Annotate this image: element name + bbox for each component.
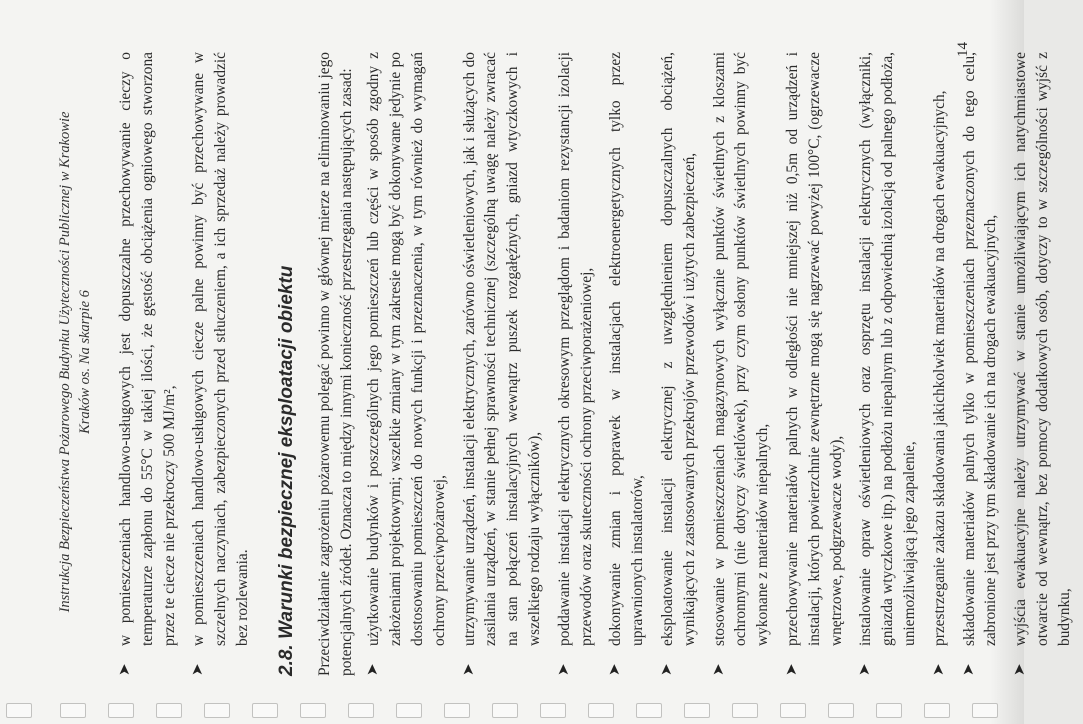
list-item [188,52,253,676]
binding-hole [252,703,278,718]
list-item-text: poddawanie instalacji elektrycznych okresowym przeglądom i badaniom rezystancji izolacji przewodów oraz skuteczności ochrony przeciwporażeniowej, [555,52,595,646]
binding-hole [108,703,134,718]
arrow-bullet-icon: ➤ [460,663,477,676]
arrow-bullet-icon: ➤ [930,663,947,676]
binding-hole [540,703,566,718]
binding-hole [6,703,32,718]
list-item [459,52,546,676]
binding-hole [300,703,326,718]
list-item-text: w pomieszczeniach handlowo-usługowych jest dopuszczalne przechowywanie cieczy o temperaturze zapłonu do 55°C w takiej ilości, że gęstość obciążenia ogniowego stworzona przez te ciecze nie przekroczy 500 MJ/m², [117,52,178,646]
list-item-text: składowanie materiałów palnych tylko w pomieszczeniach przeznaczonych do tego celu, zabronione jest przy tym składowanie ich na drogach ewakuacyjnych, [960,52,1000,646]
arrow-bullet-icon: ➤ [1012,663,1029,676]
binding-hole [780,703,806,718]
arrow-bullet-icon: ➤ [607,663,624,676]
document-body [115,52,1083,676]
binding-hole [156,703,182,718]
list-item-text: wyjścia ewakuacyjne należy utrzymywać w stanie umożliwiającym ich natychmiastowe otwarcie od wewnątrz, bez pomocy dodatkowych osób, dotyczy to w szczególności wyjść z budynku, [1012,52,1073,646]
binding-hole [60,703,86,718]
arrow-bullet-icon: ➤ [960,663,977,676]
list-item-text: przechowywanie materiałów palnych w odległości nie mniejszej niż 0,5m od urządzeń i instalacji, których powierzchnie zewnętrzne mogą się nagrzewać powyżej 100°C, (ogrzewacze wnętrzowe, podgrzewacze wody), [783,52,845,646]
header-title: Instrukcja Bezpieczeństwa Pożarowego Budynku Użyteczności Publicznej w Krakowie [57,111,73,613]
list-item [605,52,649,676]
binding-hole [492,703,518,718]
binding-hole [204,703,230,718]
section-paragraph: Przeciwdziałanie zagrożeniu pożarowemu polegać powinno w głównej mierze na eliminowaniu jego potencjalnych źródeł. Oznacza to między innymi konieczność przestrzegania następujących zasad: [315,52,355,676]
arrow-bullet-icon: ➤ [658,663,675,676]
list-item [782,52,847,676]
arrow-bullet-icon: ➤ [190,663,207,676]
binding-hole [636,703,662,718]
list-item [1010,52,1075,676]
list-item-text: instalowanie opraw oświetleniowych oraz osprzętu instalacji elektrycznych (wyłączniki, gniazda wtyczkowe itp.) na podłożu niepalnym lub z odpowiednią izolacją od palnego podłoża, uniemożliwiającą jego zapalenie, [857,52,918,646]
list-item-text: dokonywanie zmian i poprawek w instalacjach elektroenergetycznych tylko przez uprawnionych instalatorów, [607,52,647,646]
binding-hole [732,703,758,718]
section-heading: 2.8. Warunki bezpiecznej eksploatacji obiektu [275,265,297,676]
binding-hole [348,703,374,718]
binding-hole [876,703,902,718]
rotated-document-page [37,32,1073,692]
list-item [115,52,180,676]
binding-hole [588,703,614,718]
list-item [554,52,598,676]
list-item-text: w pomieszczeniach handlowo-usługowych ciecze palne powinny być przechowywane w szczelnych naczyniach, zabezpieczonych przed stłuczeniem, a ich sprzedaż należy prowadzić bez rozlewania. [190,52,251,646]
list-item-text: przestrzeganie zakazu składowania jakichkolwiek materiałów na drogach ewakuacyjnych, [930,90,948,646]
binding-hole [972,703,998,718]
list-item [929,52,951,676]
list-item [657,52,701,676]
arrow-bullet-icon: ➤ [365,663,382,676]
binding-hole [684,703,710,718]
list-item [363,52,450,676]
binding-hole [828,703,854,718]
document-header [55,32,95,692]
arrow-bullet-icon: ➤ [857,663,874,676]
list-item [709,52,774,676]
arrow-bullet-icon: ➤ [555,663,572,676]
page-number: 14 [955,42,972,57]
list-item-text: eksploatowanie instalacji elektrycznej z uwzględnieniem dopuszczalnych obciążeń, wynikających z zastosowanych przekrojów przewodów i użytych zabezpieczeń, [658,52,698,646]
list-item-text: stosowanie w pomieszczeniach magazynowych wyłącznie punktów świetlnych z kloszami ochronnymi (nie dotyczy świetlówek), przy czym osłony punktów świetlnych powinny być wykonane z materiałów niepalnych, [710,52,772,646]
list-item-text: utrzymywanie urządzeń, instalacji elektrycznych, zarówno oświetleniowych, jak i służących do zasilania urządzeń, w stanie pełnej sprawności technicznej (szczególną uwagę należy zwracać na stan połączeń instalacyjnych wewnątrz puszek rozgałęźnych, gniazd wtyczkowych i wszelkiego rodzaju wyłączników), [460,52,543,646]
arrow-bullet-icon: ➤ [117,663,133,676]
header-address: Kraków os. Na skarpie 6 [77,290,93,434]
list-item-text: użytkowanie budynków i poszczególnych jego pomieszczeń lub części w sposób zgodny z założeniami projektowymi; wszelkie zmiany w tym zakresie mogą być dokonywane jedynie po dostosowaniu pomieszczeń do nowych funkcji i przeznaczenia, w tym również do wymagań ochrony przeciwpożarowej, [365,52,448,646]
list-item [855,52,920,676]
list-item [959,52,1003,676]
arrow-bullet-icon: ➤ [710,663,727,676]
binding-hole [396,703,422,718]
binding-hole [444,703,470,718]
arrow-bullet-icon: ➤ [783,663,800,676]
binding-holes [0,698,1024,718]
binding-hole [924,703,950,718]
